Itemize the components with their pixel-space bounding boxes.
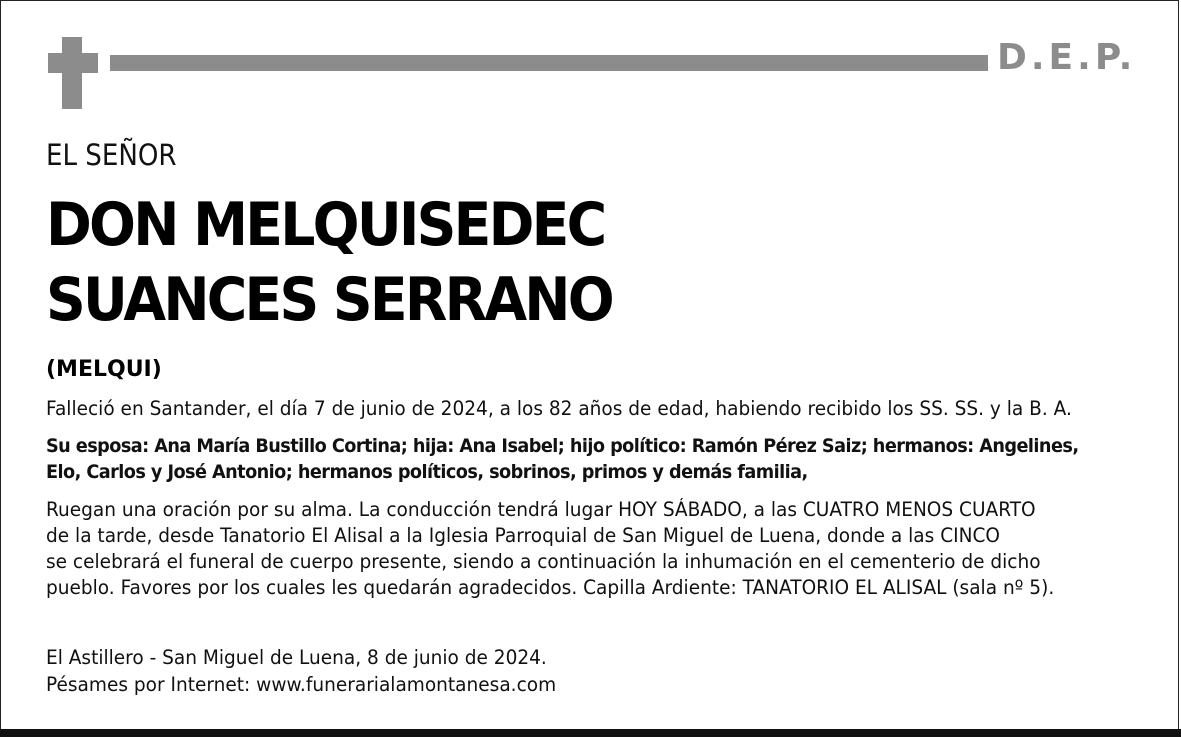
death-statement: Falleció en Santander, el día 7 de junio de 2024, a los 82 años de edad, habiendo recibido los SS. SS. y la B. A. <box>46 397 1072 420</box>
ceremony-details <box>46 497 1054 601</box>
ceremony-line: se celebrará el funeral de cuerpo presente, siendo a continuación la inhumación en el cementerio de dicho <box>46 550 1041 573</box>
ceremony-line: Ruegan una oración por su alma. La conducción tendrá lugar HOY SÁBADO, a las CUATRO MENOS CUARTO <box>46 498 1036 521</box>
bottom-border-bar <box>0 729 1181 737</box>
dep-label: D.E.P. <box>997 37 1137 78</box>
family-list <box>46 433 1079 485</box>
deceased-name-line-1: DON MELQUISEDEC <box>46 190 605 260</box>
family-line: Elo, Carlos y José Antonio; hermanos políticos, sobrinos, primos y demás familia, <box>46 461 808 483</box>
deceased-nickname: (MELQUI) <box>46 357 162 382</box>
ceremony-line: pueblo. Favores por los cuales les quedarán agradecidos. Capilla Ardiente: TANATORIO EL ALISAL (sala nº 5). <box>46 576 1055 599</box>
honorific-prefix: EL SEÑOR <box>46 138 177 172</box>
family-line: Su esposa: Ana María Bustillo Cortina; hija: Ana Isabel; hijo político: Ramón Pérez Saiz; hermanos: Angelines, <box>46 435 1079 457</box>
cross-vertical-bar <box>62 37 82 109</box>
place-and-date: El Astillero - San Miguel de Luena, 8 de junio de 2024. <box>46 646 547 669</box>
cross-horizontal-bar <box>48 53 98 73</box>
ceremony-line: de la tarde, desde Tanatorio El Alisal a la Iglesia Parroquial de San Miguel de Luena, donde a las CINCO <box>46 524 1000 547</box>
header-rule <box>110 55 988 71</box>
condolences-website: Pésames por Internet: www.funerarialamontanesa.com <box>46 673 557 696</box>
deceased-name-line-2: SUANCES SERRANO <box>46 265 612 335</box>
